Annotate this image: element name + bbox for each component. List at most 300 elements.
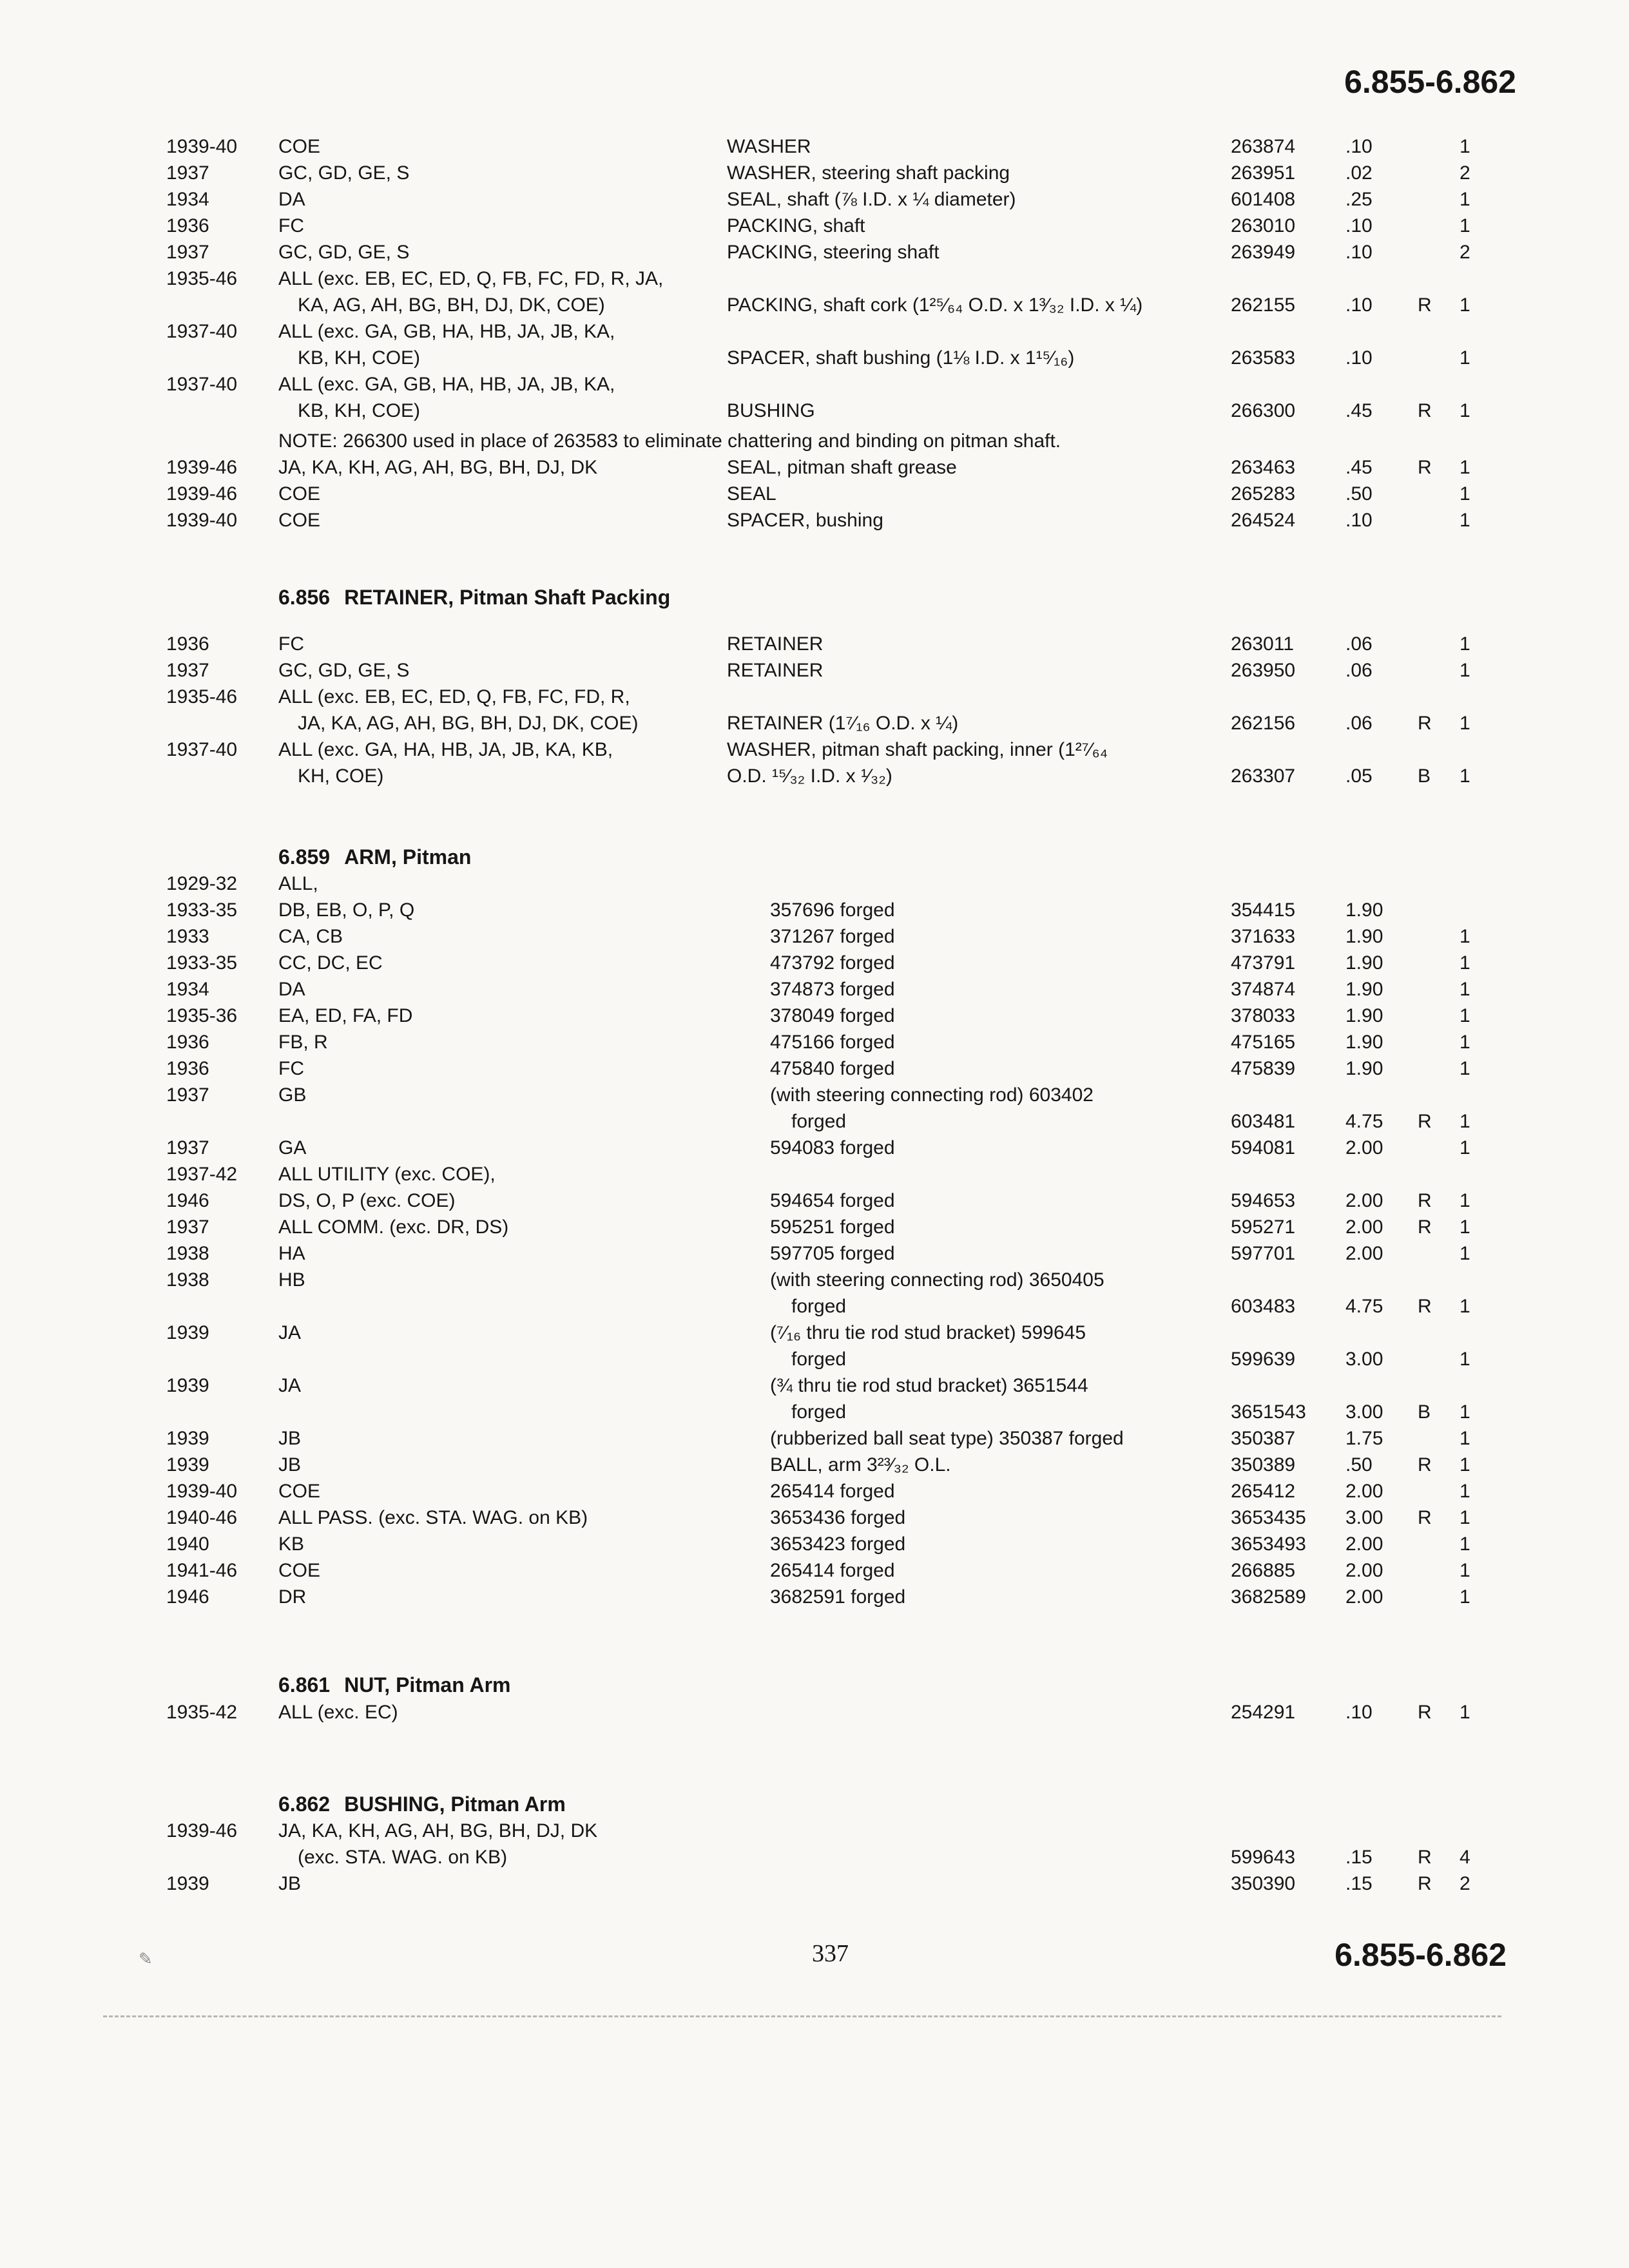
cell-model: ALL (exc. GA, GB, HA, HB, JA, JB, KA,: [278, 321, 615, 342]
bottom-scan-rule: [103, 2015, 1501, 2017]
catalog-row: [0, 266, 1629, 292]
catalog-row: [0, 455, 1629, 481]
cell-price: 1.90: [1345, 1032, 1383, 1053]
cell-part: 473791: [1231, 952, 1296, 974]
cell-model: DA: [278, 979, 305, 1000]
catalog-row: [0, 1030, 1629, 1055]
section-title: NUT, Pitman Arm: [344, 1673, 511, 1696]
cell-part: 254291: [1231, 1702, 1296, 1723]
cell-qty: 1: [1460, 1005, 1470, 1026]
cell-model: HB: [278, 1269, 305, 1291]
cell-qty: 1: [1460, 1058, 1470, 1079]
catalog-row: [0, 950, 1629, 976]
catalog-row: [0, 1818, 1629, 1844]
cell-year: 1937: [166, 660, 209, 681]
cell-price: .05: [1345, 765, 1373, 787]
cell-desc: 378049 forged: [770, 1005, 895, 1026]
cell-part: 263583: [1231, 347, 1296, 369]
cell-qty: 2: [1460, 1873, 1470, 1894]
catalog-row: [0, 1479, 1629, 1504]
catalog-row: [0, 1056, 1629, 1082]
cell-model: FC: [278, 1058, 304, 1079]
scan-mark-icon: ✎: [139, 1949, 153, 1968]
cell-desc: forged: [791, 1349, 847, 1370]
cell-model: CC, DC, EC: [278, 952, 383, 974]
cell-price: .06: [1345, 660, 1373, 681]
cell-part: 594653: [1231, 1190, 1296, 1211]
cell-model: ALL (exc. EB, EC, ED, Q, FB, FC, FD, R,: [278, 686, 630, 707]
cell-model: COE: [278, 136, 321, 157]
cell-year: 1939-40: [166, 136, 238, 157]
cell-year: 1936: [166, 1032, 209, 1053]
cell-code: B: [1418, 1401, 1431, 1423]
cell-model: COE: [278, 1481, 321, 1502]
cell-code: R: [1418, 457, 1432, 478]
cell-year: 1929-32: [166, 873, 238, 894]
cell-part: 374874: [1231, 979, 1296, 1000]
cell-year: 1934: [166, 189, 209, 210]
cell-model: ALL (exc. GA, HA, HB, JA, JB, KA, KB,: [278, 739, 613, 760]
cell-year: 1937: [166, 1137, 209, 1158]
cell-desc: PACKING, shaft: [727, 215, 865, 236]
cell-desc: (⁷⁄₁₆ thru tie rod stud bracket) 599645: [770, 1322, 1086, 1343]
cell-price: 4.75: [1345, 1296, 1383, 1317]
cell-model: KH, COE): [298, 765, 384, 787]
cell-desc: 475840 forged: [770, 1058, 895, 1079]
cell-model: ALL (exc. GA, GB, HA, HB, JA, JB, KA,: [278, 374, 615, 395]
cell-year: 1937-42: [166, 1164, 238, 1185]
cell-part: 265283: [1231, 483, 1296, 505]
cell-part: 263011: [1231, 633, 1294, 655]
catalog-row: [0, 398, 1629, 424]
cell-year: 1933: [166, 926, 209, 947]
cell-code: R: [1418, 713, 1432, 734]
cell-desc: 371267 forged: [770, 926, 895, 947]
cell-price: .15: [1345, 1873, 1373, 1894]
catalog-row: [0, 1452, 1629, 1478]
cell-year: 1937: [166, 162, 209, 184]
cell-year: 1939-40: [166, 1481, 238, 1502]
cell-year: 1935-42: [166, 1702, 238, 1723]
cell-qty: 1: [1460, 400, 1470, 421]
catalog-row: [0, 1320, 1629, 1346]
cell-qty: 1: [1460, 1296, 1470, 1317]
cell-qty: 1: [1460, 215, 1470, 236]
catalog-row: [0, 1871, 1629, 1897]
section-heading-6861: [278, 1672, 510, 1698]
catalog-row: [0, 481, 1629, 507]
cell-qty: 1: [1460, 294, 1470, 316]
catalog-row: [0, 293, 1629, 318]
catalog-row: [0, 240, 1629, 265]
catalog-row: [0, 345, 1629, 371]
cell-model: CA, CB: [278, 926, 343, 947]
catalog-row: [0, 1584, 1629, 1610]
section-number: 6.862: [278, 1792, 331, 1816]
section-heading-6862: [278, 1791, 566, 1817]
cell-price: 1.90: [1345, 1058, 1383, 1079]
catalog-row: [0, 213, 1629, 239]
cell-code: R: [1418, 294, 1432, 316]
cell-code: R: [1418, 1296, 1432, 1317]
page-number: 337: [812, 1940, 849, 1967]
cell-model: KB: [278, 1533, 305, 1555]
cell-price: .10: [1345, 510, 1373, 531]
cell-price: .15: [1345, 1847, 1373, 1868]
catalog-row: [0, 1109, 1629, 1135]
cell-desc: BALL, arm 3²³⁄₃₂ O.L.: [770, 1454, 951, 1475]
cell-desc: 265414 forged: [770, 1481, 895, 1502]
page-footer-range: 6.855-6.862: [1335, 1937, 1507, 1973]
cell-desc: (¾ thru tie rod stud bracket) 3651544: [770, 1375, 1088, 1396]
cell-code: R: [1418, 1454, 1432, 1475]
cell-qty: 1: [1460, 1111, 1470, 1132]
cell-part: 263010: [1231, 215, 1296, 236]
cell-qty: 1: [1460, 1533, 1470, 1555]
cell-model: COE: [278, 483, 321, 505]
cell-desc: BUSHING: [727, 400, 815, 421]
cell-part: 350389: [1231, 1454, 1296, 1475]
cell-desc: 3653436 forged: [770, 1507, 906, 1528]
cell-model: GB: [278, 1084, 307, 1106]
cell-price: .10: [1345, 294, 1373, 316]
catalog-row: [0, 1532, 1629, 1557]
cell-price: .10: [1345, 242, 1373, 263]
cell-desc: (rubberized ball seat type) 350387 forged: [770, 1428, 1124, 1449]
catalog-row: [0, 1845, 1629, 1870]
cell-qty: 4: [1460, 1847, 1470, 1868]
cell-price: 3.00: [1345, 1401, 1383, 1423]
cell-part: 3651543: [1231, 1401, 1306, 1423]
catalog-row: [0, 658, 1629, 684]
catalog-row: [0, 1241, 1629, 1267]
cell-desc: forged: [791, 1111, 847, 1132]
cell-price: .10: [1345, 215, 1373, 236]
cell-year: 1946: [166, 1190, 209, 1211]
cell-year: 1939: [166, 1428, 209, 1449]
catalog-row: [0, 1003, 1629, 1029]
cell-price: 2.00: [1345, 1190, 1383, 1211]
catalog-row: [0, 764, 1629, 789]
cell-model: ALL PASS. (exc. STA. WAG. on KB): [278, 1507, 588, 1528]
cell-part: 264524: [1231, 510, 1296, 531]
cell-model: COE: [278, 510, 321, 531]
cell-model: KB, KH, COE): [298, 347, 421, 369]
cell-desc: RETAINER (1⁷⁄₁₆ O.D. x ¼): [727, 713, 959, 734]
cell-year: 1933-35: [166, 899, 238, 921]
cell-price: .45: [1345, 457, 1373, 478]
cell-qty: 1: [1460, 1454, 1470, 1475]
cell-model: EA, ED, FA, FD: [278, 1005, 413, 1026]
cell-year: 1936: [166, 633, 209, 655]
cell-model: GA: [278, 1137, 307, 1158]
cell-price: 2.00: [1345, 1586, 1383, 1608]
cell-qty: 1: [1460, 136, 1470, 157]
catalog-row: [0, 1347, 1629, 1372]
cell-qty: 1: [1460, 510, 1470, 531]
cell-part: 263949: [1231, 242, 1296, 263]
cell-model: GC, GD, GE, S: [278, 242, 410, 263]
cell-year: 1938: [166, 1269, 209, 1291]
catalog-row: [0, 684, 1629, 710]
cell-model: ALL,: [278, 873, 318, 894]
catalog-row: [0, 737, 1629, 763]
cell-price: .02: [1345, 162, 1373, 184]
cell-qty: 1: [1460, 1507, 1470, 1528]
cell-price: 3.00: [1345, 1507, 1383, 1528]
cell-model: JB: [278, 1428, 302, 1449]
catalog-row: [0, 1700, 1629, 1725]
cell-price: 2.00: [1345, 1243, 1383, 1264]
cell-part: 378033: [1231, 1005, 1296, 1026]
cell-part: 263307: [1231, 765, 1296, 787]
cell-price: 1.75: [1345, 1428, 1383, 1449]
cell-year: 1941-46: [166, 1560, 238, 1581]
cell-desc: forged: [791, 1296, 847, 1317]
cell-code: R: [1418, 1507, 1432, 1528]
catalog-row: [0, 1215, 1629, 1240]
cell-model: GC, GD, GE, S: [278, 162, 410, 184]
catalog-row: [0, 1135, 1629, 1161]
cell-model: JB: [278, 1873, 302, 1894]
cell-qty: 1: [1460, 1586, 1470, 1608]
cell-model: FC: [278, 215, 304, 236]
catalog-row: [0, 977, 1629, 1003]
cell-year: 1939-46: [166, 483, 238, 505]
cell-part: 475165: [1231, 1032, 1296, 1053]
cell-year: 1937-40: [166, 374, 238, 395]
cell-price: 2.00: [1345, 1137, 1383, 1158]
cell-part: 594081: [1231, 1137, 1296, 1158]
catalog-row: [0, 871, 1629, 897]
cell-part: 262156: [1231, 713, 1296, 734]
cell-part: 599639: [1231, 1349, 1296, 1370]
cell-qty: 1: [1460, 1032, 1470, 1053]
catalog-row: [0, 160, 1629, 186]
catalog-row: [0, 924, 1629, 950]
section-heading-6856: [278, 584, 670, 610]
cell-part: 350387: [1231, 1428, 1296, 1449]
cell-desc: (with steering connecting rod) 603402: [770, 1084, 1094, 1106]
cell-year: 1936: [166, 215, 209, 236]
catalog-row: [0, 134, 1629, 160]
cell-qty: 1: [1460, 926, 1470, 947]
cell-year: 1937: [166, 242, 209, 263]
catalog-row: [0, 1558, 1629, 1584]
cell-price: .10: [1345, 347, 1373, 369]
catalog-row: [0, 508, 1629, 533]
cell-part: 263463: [1231, 457, 1296, 478]
cell-part: 3653435: [1231, 1507, 1306, 1528]
cell-year: 1939: [166, 1454, 209, 1475]
cell-price: .25: [1345, 189, 1373, 210]
catalog-row: [0, 631, 1629, 657]
cell-price: .50: [1345, 1454, 1373, 1475]
section-heading-6859: [278, 844, 471, 870]
cell-code: R: [1418, 1111, 1432, 1132]
cell-desc: 475166 forged: [770, 1032, 895, 1053]
cell-part: 603483: [1231, 1296, 1296, 1317]
catalog-row: [0, 1162, 1629, 1187]
cell-year: 1939: [166, 1375, 209, 1396]
cell-price: 2.00: [1345, 1560, 1383, 1581]
cell-year: 1935-46: [166, 268, 238, 289]
cell-part: 354415: [1231, 899, 1296, 921]
cell-desc: 357696 forged: [770, 899, 895, 921]
cell-code: R: [1418, 1190, 1432, 1211]
cell-desc: WASHER, steering shaft packing: [727, 162, 1010, 184]
cell-model: JA, KA, KH, AG, AH, BG, BH, DJ, DK: [278, 1820, 598, 1841]
cell-year: 1934: [166, 979, 209, 1000]
cell-price: 1.90: [1345, 899, 1383, 921]
cell-desc: SPACER, shaft bushing (1⅛ I.D. x 1¹⁵⁄₁₆): [727, 347, 1075, 369]
cell-desc: SEAL, pitman shaft grease: [727, 457, 957, 478]
cell-model: DS, O, P (exc. COE): [278, 1190, 456, 1211]
cell-code: R: [1418, 1702, 1432, 1723]
cell-qty: 1: [1460, 189, 1470, 210]
cell-year: 1946: [166, 1586, 209, 1608]
cell-price: .10: [1345, 1702, 1373, 1723]
cell-desc: 3682591 forged: [770, 1586, 906, 1608]
cell-part: 263874: [1231, 136, 1296, 157]
cell-model: DA: [278, 189, 305, 210]
cell-qty: 1: [1460, 1428, 1470, 1449]
cell-part: 475839: [1231, 1058, 1296, 1079]
catalog-row: [0, 1267, 1629, 1293]
cell-desc: 473792 forged: [770, 952, 895, 974]
cell-price: 1.90: [1345, 1005, 1383, 1026]
catalog-row: [0, 187, 1629, 213]
cell-desc: WASHER: [727, 136, 811, 157]
section-number: 6.861: [278, 1673, 331, 1696]
cell-qty: 2: [1460, 162, 1470, 184]
section-title: ARM, Pitman: [344, 845, 472, 869]
cell-part: 266885: [1231, 1560, 1296, 1581]
cell-desc: PACKING, steering shaft: [727, 242, 940, 263]
cell-year: 1938: [166, 1243, 209, 1264]
cell-part: 266300: [1231, 400, 1296, 421]
cell-part: 371633: [1231, 926, 1296, 947]
cell-desc: 3653423 forged: [770, 1533, 906, 1555]
cell-part: 263951: [1231, 162, 1296, 184]
cell-qty: 1: [1460, 1190, 1470, 1211]
cell-model: ALL (exc. EB, EC, ED, Q, FB, FC, FD, R, JA,: [278, 268, 664, 289]
cell-qty: 1: [1460, 347, 1470, 369]
cell-model: KA, AG, AH, BG, BH, DJ, DK, COE): [298, 294, 605, 316]
cell-price: 2.00: [1345, 1481, 1383, 1502]
cell-qty: 1: [1460, 1216, 1470, 1238]
cell-part: 3682589: [1231, 1586, 1306, 1608]
cell-qty: 1: [1460, 765, 1470, 787]
cell-desc: 374873 forged: [770, 979, 895, 1000]
cell-model: DB, EB, O, P, Q: [278, 899, 415, 921]
cell-desc: 597705 forged: [770, 1243, 895, 1264]
cell-price: 1.90: [1345, 952, 1383, 974]
cell-model: JA: [278, 1322, 302, 1343]
cell-qty: 1: [1460, 952, 1470, 974]
cell-code: R: [1418, 1847, 1432, 1868]
catalog-row: [0, 1373, 1629, 1399]
cell-price: .10: [1345, 136, 1373, 157]
cell-qty: 2: [1460, 242, 1470, 263]
cell-part: 350390: [1231, 1873, 1296, 1894]
cell-model: ALL COMM. (exc. DR, DS): [278, 1216, 509, 1238]
cell-price: 1.90: [1345, 926, 1383, 947]
catalog-row: [0, 1399, 1629, 1425]
cell-model: FC: [278, 633, 304, 655]
cell-part: 599643: [1231, 1847, 1296, 1868]
cell-code: R: [1418, 1216, 1432, 1238]
cell-code: B: [1418, 765, 1431, 787]
cell-price: .06: [1345, 713, 1373, 734]
cell-code: R: [1418, 400, 1432, 421]
cell-model: JA: [278, 1375, 302, 1396]
cell-part: 597701: [1231, 1243, 1296, 1264]
cell-model: DR: [278, 1586, 307, 1608]
cell-year: 1939-46: [166, 457, 238, 478]
cell-desc: PACKING, shaft cork (1²⁵⁄₆₄ O.D. x 1³⁄₃₂ I.D. x ¼): [727, 294, 1143, 316]
cell-qty: 1: [1460, 633, 1470, 655]
catalog-row: [0, 1188, 1629, 1214]
cell-model: COE: [278, 1560, 321, 1581]
cell-part: 603481: [1231, 1111, 1296, 1132]
cell-desc: RETAINER: [727, 633, 824, 655]
cell-year: 1939-46: [166, 1820, 238, 1841]
cell-qty: 1: [1460, 1702, 1470, 1723]
cell-model: ALL (exc. EC): [278, 1702, 398, 1723]
note-266300: NOTE: 266300 used in place of 263583 to eliminate chattering and binding on pitman shaft.: [278, 430, 1061, 452]
cell-qty: 1: [1460, 979, 1470, 1000]
cell-code: R: [1418, 1873, 1432, 1894]
cell-desc: forged: [791, 1401, 847, 1423]
cell-desc: SEAL, shaft (⅞ I.D. x ¼ diameter): [727, 189, 1016, 210]
cell-year: 1940-46: [166, 1507, 238, 1528]
cell-qty: 1: [1460, 1137, 1470, 1158]
cell-price: 2.00: [1345, 1216, 1383, 1238]
cell-qty: 1: [1460, 1560, 1470, 1581]
cell-model: (exc. STA. WAG. on KB): [298, 1847, 508, 1868]
catalog-row: [0, 711, 1629, 736]
cell-year: 1933-35: [166, 952, 238, 974]
cell-price: 3.00: [1345, 1349, 1383, 1370]
cell-desc: 265414 forged: [770, 1560, 895, 1581]
cell-qty: 1: [1460, 457, 1470, 478]
cell-year: 1937-40: [166, 739, 238, 760]
cell-model: FB, R: [278, 1032, 328, 1053]
cell-qty: 1: [1460, 483, 1470, 505]
catalog-row: [0, 898, 1629, 923]
cell-desc: 595251 forged: [770, 1216, 895, 1238]
cell-desc: 594654 forged: [770, 1190, 895, 1211]
cell-year: 1937: [166, 1084, 209, 1106]
cell-part: 263950: [1231, 660, 1296, 681]
catalog-row: [0, 1505, 1629, 1531]
cell-price: 4.75: [1345, 1111, 1383, 1132]
cell-price: 2.00: [1345, 1533, 1383, 1555]
catalog-row: [0, 1082, 1629, 1108]
cell-part: 595271: [1231, 1216, 1296, 1238]
cell-part: 3653493: [1231, 1533, 1306, 1555]
catalog-row: [0, 1294, 1629, 1320]
cell-year: 1935-46: [166, 686, 238, 707]
cell-qty: 1: [1460, 660, 1470, 681]
cell-price: .06: [1345, 633, 1373, 655]
cell-year: 1935-36: [166, 1005, 238, 1026]
section-number: 6.859: [278, 845, 331, 869]
cell-desc: (with steering connecting rod) 3650405: [770, 1269, 1104, 1291]
cell-model: HA: [278, 1243, 305, 1264]
cell-qty: 1: [1460, 1243, 1470, 1264]
